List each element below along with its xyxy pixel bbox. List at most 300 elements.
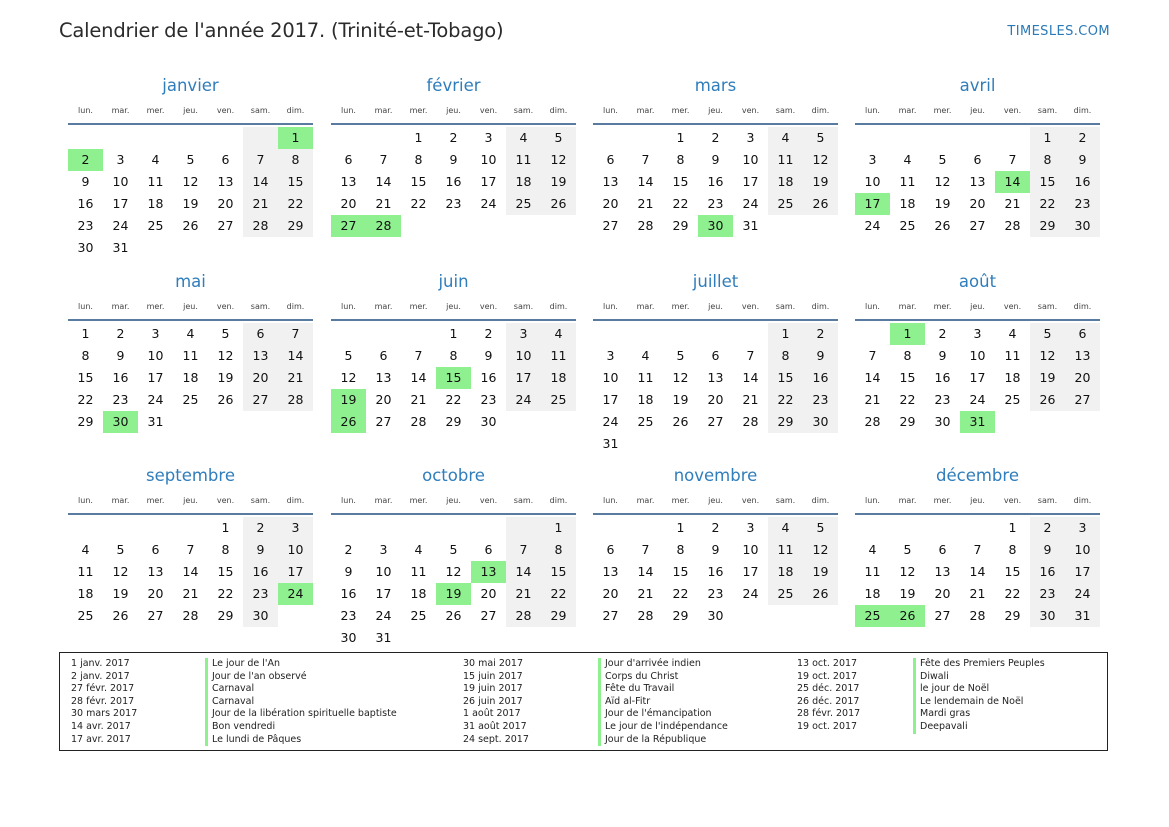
day-cell: 11 xyxy=(899,174,916,189)
empty-cell xyxy=(103,127,138,149)
day-cell: 26 xyxy=(541,193,576,215)
day-cell: 17 xyxy=(112,196,129,211)
day-cell: 29 xyxy=(217,608,234,623)
day-cell: 7 xyxy=(243,149,278,171)
legend-entry: Deepavali xyxy=(920,720,968,732)
weekday-label: dim. xyxy=(811,301,830,311)
day-cell: 5 xyxy=(1030,323,1065,345)
day-cell: 23 xyxy=(707,586,724,601)
day-cell: 20 xyxy=(602,196,619,211)
weekday-label: mar. xyxy=(374,301,393,311)
empty-cell xyxy=(593,517,628,539)
day-cell: 4 xyxy=(903,152,912,167)
day-cell: 22 xyxy=(445,392,462,407)
day-cell: 4 xyxy=(768,127,803,149)
weekday-label: mer. xyxy=(409,301,428,311)
day-cell: 6 xyxy=(606,152,615,167)
legend-names-col-2 xyxy=(598,658,728,746)
day-cell: 6 xyxy=(221,152,230,167)
weekday-label: sam. xyxy=(250,301,271,311)
legend-entry: Corps du Christ xyxy=(605,670,679,682)
day-cell: 8 xyxy=(1008,542,1017,557)
legend-entry: Carnaval xyxy=(212,695,255,707)
legend-entry: Le lendemain de Noël xyxy=(920,695,1024,707)
empty-cell xyxy=(960,517,995,539)
weekday-label: jeu. xyxy=(708,105,723,115)
weekday-label: dim. xyxy=(549,105,568,115)
day-cell: 25 xyxy=(541,389,576,411)
day-cell: 25 xyxy=(506,193,541,215)
holiday-day-cell: 26 xyxy=(890,605,925,627)
empty-cell xyxy=(401,517,436,539)
day-cell: 1 xyxy=(1008,520,1017,535)
day-cell: 27 xyxy=(602,218,619,233)
day-cell: 21 xyxy=(410,392,427,407)
weekday-label: mer. xyxy=(409,495,428,505)
day-cell: 22 xyxy=(672,586,689,601)
day-cell: 16 xyxy=(707,564,724,579)
holiday-day-cell: 14 xyxy=(995,171,1030,193)
day-cell: 10 xyxy=(742,542,759,557)
weekday-header xyxy=(855,487,1100,515)
day-cell: 1 xyxy=(676,130,685,145)
legend-entry: 1 janv. 2017 xyxy=(71,658,130,669)
empty-cell xyxy=(925,127,960,149)
weekday-label: dim. xyxy=(549,495,568,505)
empty-cell xyxy=(366,127,401,149)
day-cell: 23 xyxy=(112,392,129,407)
day-cell: 3 xyxy=(746,520,755,535)
weekday-header xyxy=(593,97,838,125)
day-cell: 22 xyxy=(1004,586,1021,601)
empty-cell xyxy=(331,127,366,149)
holiday-day-cell: 30 xyxy=(698,215,733,237)
weekday-label: jeu. xyxy=(708,495,723,505)
day-cell: 23 xyxy=(934,392,951,407)
weekday-label: sam. xyxy=(775,105,796,115)
day-cell: 27 xyxy=(707,414,724,429)
day-cell: 19 xyxy=(803,171,838,193)
day-cell: 15 xyxy=(410,174,427,189)
day-cell: 10 xyxy=(506,345,541,367)
day-cell: 6 xyxy=(344,152,353,167)
weekday-label: ven. xyxy=(741,301,760,311)
day-cell: 9 xyxy=(449,152,458,167)
day-cell: 27 xyxy=(1065,389,1100,411)
day-cell: 26 xyxy=(1030,389,1065,411)
day-cell: 2 xyxy=(803,323,838,345)
day-cell: 5 xyxy=(938,152,947,167)
weekday-label: dim. xyxy=(549,301,568,311)
day-cell: 26 xyxy=(112,608,129,623)
month-block xyxy=(855,75,1100,237)
day-cell: 23 xyxy=(1065,193,1100,215)
legend-entry: 1 août 2017 xyxy=(463,708,521,720)
day-cell: 27 xyxy=(243,389,278,411)
day-cell: 2 xyxy=(449,130,458,145)
day-cell: 14 xyxy=(864,370,881,385)
legend-entry: Le jour de l'An xyxy=(212,658,281,669)
day-cell: 2 xyxy=(344,542,353,557)
weekday-label: lun. xyxy=(341,495,356,505)
day-cell: 17 xyxy=(147,370,164,385)
day-cell: 30 xyxy=(77,240,94,255)
day-cell: 29 xyxy=(899,414,916,429)
holiday-day-cell: 31 xyxy=(960,411,995,433)
day-cell: 16 xyxy=(934,370,951,385)
day-cell: 23 xyxy=(803,389,838,411)
day-grid xyxy=(331,321,576,433)
month-block xyxy=(68,465,313,627)
legend-dates-col-2 xyxy=(463,658,529,746)
day-cell: 12 xyxy=(934,174,951,189)
day-cell: 6 xyxy=(938,542,947,557)
holiday-day-cell: 24 xyxy=(278,583,313,605)
empty-cell xyxy=(855,517,890,539)
weekday-label: sam. xyxy=(513,495,534,505)
holiday-day-cell: 19 xyxy=(331,389,366,411)
day-cell: 11 xyxy=(182,348,199,363)
empty-cell xyxy=(593,323,628,345)
month-name: mai xyxy=(175,272,206,291)
day-cell: 30 xyxy=(340,630,357,645)
day-cell: 26 xyxy=(803,193,838,215)
day-cell: 13 xyxy=(1065,345,1100,367)
day-cell: 2 xyxy=(243,517,278,539)
legend-entry: Le jour de l'indépendance xyxy=(605,720,728,732)
day-cell: 9 xyxy=(938,348,947,363)
day-cell: 2 xyxy=(1065,127,1100,149)
month-name: février xyxy=(426,76,481,95)
day-cell: 17 xyxy=(480,174,497,189)
day-cell: 22 xyxy=(768,389,803,411)
legend-entry: Fête du Travail xyxy=(605,683,675,695)
empty-cell xyxy=(733,323,768,345)
day-cell: 20 xyxy=(934,586,951,601)
weekday-label: mar. xyxy=(636,495,655,505)
day-cell: 23 xyxy=(1030,583,1065,605)
day-cell: 13 xyxy=(243,345,278,367)
day-cell: 18 xyxy=(182,370,199,385)
day-cell: 30 xyxy=(1030,605,1065,627)
day-cell: 10 xyxy=(112,174,129,189)
weekday-label: mer. xyxy=(671,105,690,115)
empty-cell xyxy=(173,127,208,149)
weekday-label: dim. xyxy=(1073,301,1092,311)
day-cell: 8 xyxy=(278,149,313,171)
holiday-legend xyxy=(59,652,1108,751)
brand-link[interactable]: TIMESLES.COM xyxy=(1007,24,1110,39)
day-cell: 12 xyxy=(803,149,838,171)
day-cell: 28 xyxy=(742,414,759,429)
legend-entry: 30 mai 2017 xyxy=(463,658,524,669)
day-cell: 8 xyxy=(1030,149,1065,171)
legend-names-col-1 xyxy=(205,658,397,746)
day-cell: 19 xyxy=(541,171,576,193)
day-cell: 13 xyxy=(602,174,619,189)
legend-entry: le jour de Noël xyxy=(920,683,990,695)
day-cell: 14 xyxy=(410,370,427,385)
day-cell: 23 xyxy=(77,218,94,233)
day-cell: 6 xyxy=(243,323,278,345)
day-cell: 22 xyxy=(1030,193,1065,215)
empty-cell xyxy=(471,517,506,539)
day-cell: 9 xyxy=(344,564,353,579)
day-cell: 7 xyxy=(186,542,195,557)
day-cell: 12 xyxy=(112,564,129,579)
day-cell: 28 xyxy=(969,608,986,623)
weekday-label: sam. xyxy=(775,495,796,505)
day-cell: 29 xyxy=(541,605,576,627)
day-cell: 25 xyxy=(899,218,916,233)
day-cell: 11 xyxy=(147,174,164,189)
legend-entry: Jour de la République xyxy=(605,733,707,745)
legend-entry: 13 oct. 2017 xyxy=(797,658,858,669)
day-cell: 17 xyxy=(375,586,392,601)
holiday-day-cell: 1 xyxy=(278,127,313,149)
holiday-day-cell: 15 xyxy=(436,367,471,389)
day-cell: 15 xyxy=(672,564,689,579)
day-cell: 21 xyxy=(1004,196,1021,211)
legend-entry: Jour de la libération spirituelle baptiste xyxy=(212,708,397,720)
day-cell: 25 xyxy=(77,608,94,623)
day-cell: 16 xyxy=(445,174,462,189)
weekday-label: jeu. xyxy=(183,301,198,311)
weekday-label: ven. xyxy=(216,301,235,311)
holiday-day-cell: 13 xyxy=(471,561,506,583)
weekday-header xyxy=(331,487,576,515)
day-cell: 1 xyxy=(676,520,685,535)
empty-cell xyxy=(366,517,401,539)
day-cell: 23 xyxy=(480,392,497,407)
day-cell: 6 xyxy=(1065,323,1100,345)
day-cell: 17 xyxy=(969,370,986,385)
day-cell: 5 xyxy=(676,348,685,363)
day-cell: 28 xyxy=(637,218,654,233)
empty-cell xyxy=(243,127,278,149)
day-cell: 14 xyxy=(637,174,654,189)
day-cell: 19 xyxy=(182,196,199,211)
day-cell: 28 xyxy=(1004,218,1021,233)
day-cell: 15 xyxy=(1004,564,1021,579)
day-cell: 15 xyxy=(541,561,576,583)
month-block xyxy=(593,465,838,627)
day-cell: 14 xyxy=(182,564,199,579)
day-grid xyxy=(68,125,313,259)
day-cell: 16 xyxy=(1065,171,1100,193)
empty-cell xyxy=(925,517,960,539)
day-cell: 27 xyxy=(375,414,392,429)
day-cell: 3 xyxy=(606,348,615,363)
day-cell: 6 xyxy=(379,348,388,363)
weekday-label: sam. xyxy=(250,105,271,115)
empty-cell xyxy=(68,517,103,539)
day-cell: 29 xyxy=(672,608,689,623)
weekday-label: jeu. xyxy=(970,105,985,115)
weekday-label: jeu. xyxy=(708,301,723,311)
weekday-label: jeu. xyxy=(183,495,198,505)
day-cell: 12 xyxy=(1030,345,1065,367)
month-block xyxy=(331,271,576,433)
day-cell: 18 xyxy=(899,196,916,211)
day-cell: 5 xyxy=(186,152,195,167)
weekday-label: jeu. xyxy=(970,301,985,311)
day-cell: 13 xyxy=(969,174,986,189)
day-cell: 29 xyxy=(445,414,462,429)
day-cell: 5 xyxy=(116,542,125,557)
day-cell: 30 xyxy=(243,605,278,627)
day-cell: 24 xyxy=(864,218,881,233)
day-cell: 10 xyxy=(375,564,392,579)
day-cell: 13 xyxy=(147,564,164,579)
weekday-header xyxy=(593,487,838,515)
day-cell: 10 xyxy=(742,152,759,167)
month-name: septembre xyxy=(146,466,235,485)
legend-entry: Diwali xyxy=(920,670,949,682)
day-cell: 16 xyxy=(340,586,357,601)
weekday-label: lun. xyxy=(341,301,356,311)
day-grid xyxy=(331,515,576,649)
weekday-label: lun. xyxy=(865,495,880,505)
day-cell: 3 xyxy=(746,130,755,145)
day-cell: 2 xyxy=(711,520,720,535)
day-cell: 27 xyxy=(602,608,619,623)
day-cell: 8 xyxy=(449,348,458,363)
day-cell: 16 xyxy=(803,367,838,389)
weekday-label: mer. xyxy=(671,495,690,505)
day-cell: 12 xyxy=(899,564,916,579)
legend-entry: 26 juin 2017 xyxy=(463,695,523,707)
month-block xyxy=(68,271,313,433)
weekday-label: dim. xyxy=(286,301,305,311)
day-cell: 24 xyxy=(147,392,164,407)
weekday-label: mer. xyxy=(409,105,428,115)
day-cell: 3 xyxy=(1065,517,1100,539)
weekday-label: mar. xyxy=(111,301,130,311)
day-cell: 31 xyxy=(602,436,619,451)
day-cell: 5 xyxy=(221,326,230,341)
legend-entry: 17 avr. 2017 xyxy=(71,733,131,745)
empty-cell xyxy=(103,517,138,539)
weekday-label: lun. xyxy=(78,105,93,115)
day-cell: 15 xyxy=(77,370,94,385)
day-cell: 1 xyxy=(414,130,423,145)
day-cell: 4 xyxy=(1008,326,1017,341)
holiday-day-cell: 19 xyxy=(436,583,471,605)
day-cell: 8 xyxy=(768,345,803,367)
day-cell: 25 xyxy=(147,218,164,233)
day-cell: 2 xyxy=(938,326,947,341)
day-cell: 16 xyxy=(77,196,94,211)
day-cell: 15 xyxy=(217,564,234,579)
day-cell: 29 xyxy=(278,215,313,237)
day-cell: 24 xyxy=(742,196,759,211)
weekday-label: lun. xyxy=(865,105,880,115)
weekday-label: ven. xyxy=(216,105,235,115)
legend-entry: Jour de l'an observé xyxy=(212,670,307,682)
weekday-label: dim. xyxy=(1073,105,1092,115)
weekday-label: mer. xyxy=(933,301,952,311)
day-cell: 9 xyxy=(1065,149,1100,171)
weekday-label: sam. xyxy=(1037,105,1058,115)
weekday-label: ven. xyxy=(1003,301,1022,311)
day-grid xyxy=(68,515,313,627)
holiday-day-cell: 2 xyxy=(68,149,103,171)
empty-cell xyxy=(960,127,995,149)
day-cell: 13 xyxy=(707,370,724,385)
weekday-label: mar. xyxy=(898,105,917,115)
legend-entry: 28 févr. 2017 xyxy=(797,708,861,720)
weekday-label: dim. xyxy=(811,105,830,115)
day-cell: 14 xyxy=(278,345,313,367)
legend-dates-col-1 xyxy=(71,658,137,746)
day-cell: 20 xyxy=(147,586,164,601)
holiday-day-cell: 25 xyxy=(855,605,890,627)
month-name: avril xyxy=(959,76,996,95)
empty-cell xyxy=(628,127,663,149)
day-cell: 11 xyxy=(637,370,654,385)
day-cell: 20 xyxy=(969,196,986,211)
day-cell: 14 xyxy=(969,564,986,579)
weekday-label: ven. xyxy=(741,495,760,505)
day-cell: 26 xyxy=(182,218,199,233)
day-cell: 17 xyxy=(278,561,313,583)
day-cell: 12 xyxy=(803,539,838,561)
day-cell: 19 xyxy=(112,586,129,601)
day-cell: 19 xyxy=(803,561,838,583)
day-cell: 5 xyxy=(449,542,458,557)
weekday-label: mer. xyxy=(146,495,165,505)
day-cell: 15 xyxy=(768,367,803,389)
day-cell: 21 xyxy=(969,586,986,601)
day-cell: 26 xyxy=(445,608,462,623)
day-cell: 5 xyxy=(541,127,576,149)
day-cell: 6 xyxy=(973,152,982,167)
day-cell: 17 xyxy=(602,392,619,407)
weekday-header xyxy=(68,97,313,125)
day-cell: 23 xyxy=(340,608,357,623)
day-cell: 6 xyxy=(484,542,493,557)
day-cell: 24 xyxy=(375,608,392,623)
day-cell: 4 xyxy=(868,542,877,557)
day-cell: 20 xyxy=(375,392,392,407)
day-cell: 15 xyxy=(899,370,916,385)
holiday-day-cell: 26 xyxy=(331,411,366,433)
day-cell: 25 xyxy=(182,392,199,407)
month-block xyxy=(593,271,838,455)
day-cell: 27 xyxy=(969,218,986,233)
day-cell: 23 xyxy=(243,583,278,605)
day-cell: 21 xyxy=(637,196,654,211)
day-grid xyxy=(855,321,1100,433)
day-grid xyxy=(68,321,313,433)
day-cell: 13 xyxy=(340,174,357,189)
legend-entry: 19 oct. 2017 xyxy=(797,670,858,682)
weekday-label: dim. xyxy=(811,495,830,505)
day-cell: 7 xyxy=(973,542,982,557)
day-cell: 11 xyxy=(768,539,803,561)
day-cell: 18 xyxy=(768,171,803,193)
weekday-label: sam. xyxy=(1037,301,1058,311)
empty-cell xyxy=(68,127,103,149)
day-cell: 25 xyxy=(768,193,803,215)
holiday-day-cell: 1 xyxy=(890,323,925,345)
day-cell: 5 xyxy=(344,348,353,363)
day-cell: 18 xyxy=(1004,370,1021,385)
day-cell: 31 xyxy=(375,630,392,645)
month-name: décembre xyxy=(936,466,1019,485)
weekday-header xyxy=(593,293,838,321)
